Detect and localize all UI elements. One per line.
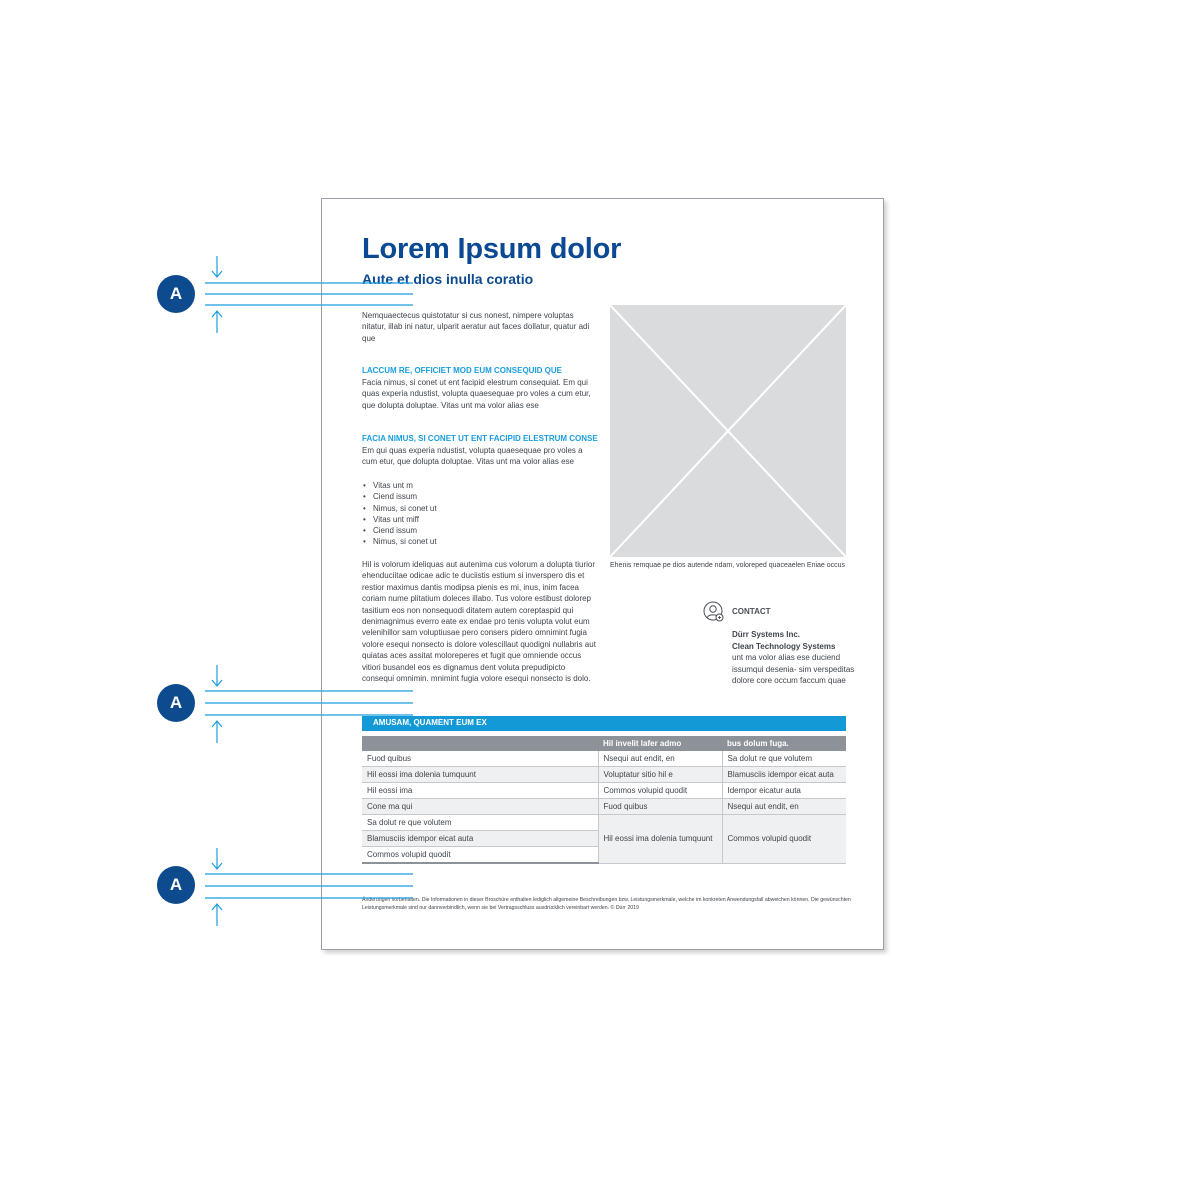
bullet-item: • Vitas unt miff xyxy=(373,514,437,525)
table-cell: Fuod quibus xyxy=(362,751,598,767)
table-merged-cell: Commos volupid quodit xyxy=(722,815,846,864)
bullet-item: • Nimus, si conet ut xyxy=(373,536,437,547)
table-cell: Nsequi aut endit, en xyxy=(722,799,846,815)
bullet-item: • Ciend issum xyxy=(373,491,437,502)
contact-label: CONTACT xyxy=(732,607,771,616)
table-cell: Hil eossi ima xyxy=(362,783,598,799)
annotation-badge: A xyxy=(157,275,195,313)
table-merged-cell: Hil eossi ima dolenia tumquunt xyxy=(598,815,722,864)
contact-company xyxy=(732,629,835,652)
table-cell: Idempor eicatur auta xyxy=(722,783,846,799)
table-row xyxy=(362,815,846,831)
table-row xyxy=(362,799,846,815)
image-caption: Ehenis remquae pe dios autende ndam, voloreped quaceaelen Eniae occus xyxy=(610,562,846,569)
table-cell: Commos volupid quodit xyxy=(598,783,722,799)
table-row xyxy=(362,783,846,799)
table-header-cell: bus dolum fuga. xyxy=(722,736,846,751)
table-cell: Sa dolut re que volutem xyxy=(362,815,598,831)
table-row xyxy=(362,751,846,767)
annotation-badge: A xyxy=(157,866,195,904)
section2-text: Em qui quas experia ndustist, volupta quaesequae pro voles a cum etur, que dolupta doluptae. Vitas unt ma volor alias ese xyxy=(362,446,583,467)
image-placeholder xyxy=(610,305,846,557)
bullet-item: • Vitas unt m xyxy=(373,480,437,491)
section2-heading: FACIA NIMUS, SI CONET UT ENT FACIPID ELESTRUM CONSE xyxy=(362,434,598,443)
table-header-cell: Hil invelit lafer admo xyxy=(598,736,722,751)
contact-person-icon xyxy=(703,601,725,623)
table-cell: Hil eossi ima dolenia tumquunt xyxy=(362,767,598,783)
bullet-list xyxy=(362,480,437,548)
table-cell: Fuod quibus xyxy=(598,799,722,815)
table-cell: Blamusciis idempor eicat auta xyxy=(362,831,598,847)
intro-paragraph: Nemquaectecus quistotatur si cus nonest, nimpere voluptas nitatur, illab ini natur, ulparit aeratur aut faces dollatur, quatur adi que xyxy=(362,311,590,343)
annotation-badge: A xyxy=(157,684,195,722)
table-cell: Commos volupid quodit xyxy=(362,847,598,864)
page-subtitle: Aute et dios inulla coratio xyxy=(362,271,534,287)
page-title: Lorem Ipsum dolor xyxy=(362,233,622,265)
document-page xyxy=(321,198,884,950)
table-cell: Blamusciis idempor eicat auta xyxy=(722,767,846,783)
section1-text: Facia nimus, si conet ut ent facipid elestrum consequiat. Em qui quas experia ndustist, volupta quaesequae pro voles a cum etur, que dolupta doluptae. Vitas unt ma volor alias ese xyxy=(362,378,591,410)
table-row xyxy=(362,767,846,783)
table-title: AMUSAM, QUAMENT EUM EX xyxy=(373,718,487,727)
table-title-bar xyxy=(362,716,846,731)
bullet-item: • Ciend issum xyxy=(373,525,437,536)
contact-text: unt ma volor alias ese duciend issumqui desenia- sim verspeditas dolore core occum faccum quae xyxy=(732,653,855,685)
bullet-item: • Nimus, si conet ut xyxy=(373,503,437,514)
section1-heading: LACCUM RE, OFFICIET MOD EUM CONSEQUID QUE xyxy=(362,366,562,375)
body-paragraph: Hil is volorum ideliquas aut autenima cus volorum a dolupta tiurior ehenduciitae odicae adic te duciistis estium si inverspero dis et restior maximus dantis modipsa pienis es mi, inus, inim facea coriam nume plitatium doleces illabo. Tus volore estibust dolorep tasitium eos non nonsequodi ditatem autem coreptaspid qui denimagnimus everro eate ex endae pro tenis volupta volut eum velenihillor sam voluptiusae pero consers pidero omnimint fugia volore esequi nonsecto is dolore volescillaut quodigni nullabris aut quiatas aces assitat moloreperes et fugit que omniende occus vitiori busandel eos es dignamus dent voluta prepudipicto consequi omnimin. mnimint fugia volore esequi nonsecto is dolo. xyxy=(362,560,596,684)
company-name: Dürr Systems Inc. xyxy=(732,630,801,639)
data-table xyxy=(362,736,846,864)
table-cell: Cone ma qui xyxy=(362,799,598,815)
footer-disclaimer: Änderungen vorbehalten. Die Informationen in dieser Broschüre enthalten lediglich allgemeine Beschreibungen bzw. Leistungsmerkmale, welche im konkreten Anwendungsfall abweichen können. Die gewünschten Leistungsmerkmale sind nur dannverbindlich, wenn sie bei Vertragsschluss ausdrücklich vereinbart werden. © Dürr 2019 xyxy=(362,897,851,911)
table-header-cell xyxy=(362,736,598,751)
placeholder-cross-icon xyxy=(610,305,846,557)
table-cell: Sa dolut re que volutem xyxy=(722,751,846,767)
table-cell: Nsequi aut endit, en xyxy=(598,751,722,767)
company-division: Clean Technology Systems xyxy=(732,641,836,651)
table-cell: Voluptatur sitio hil e xyxy=(598,767,722,783)
table-header-row xyxy=(362,736,846,751)
